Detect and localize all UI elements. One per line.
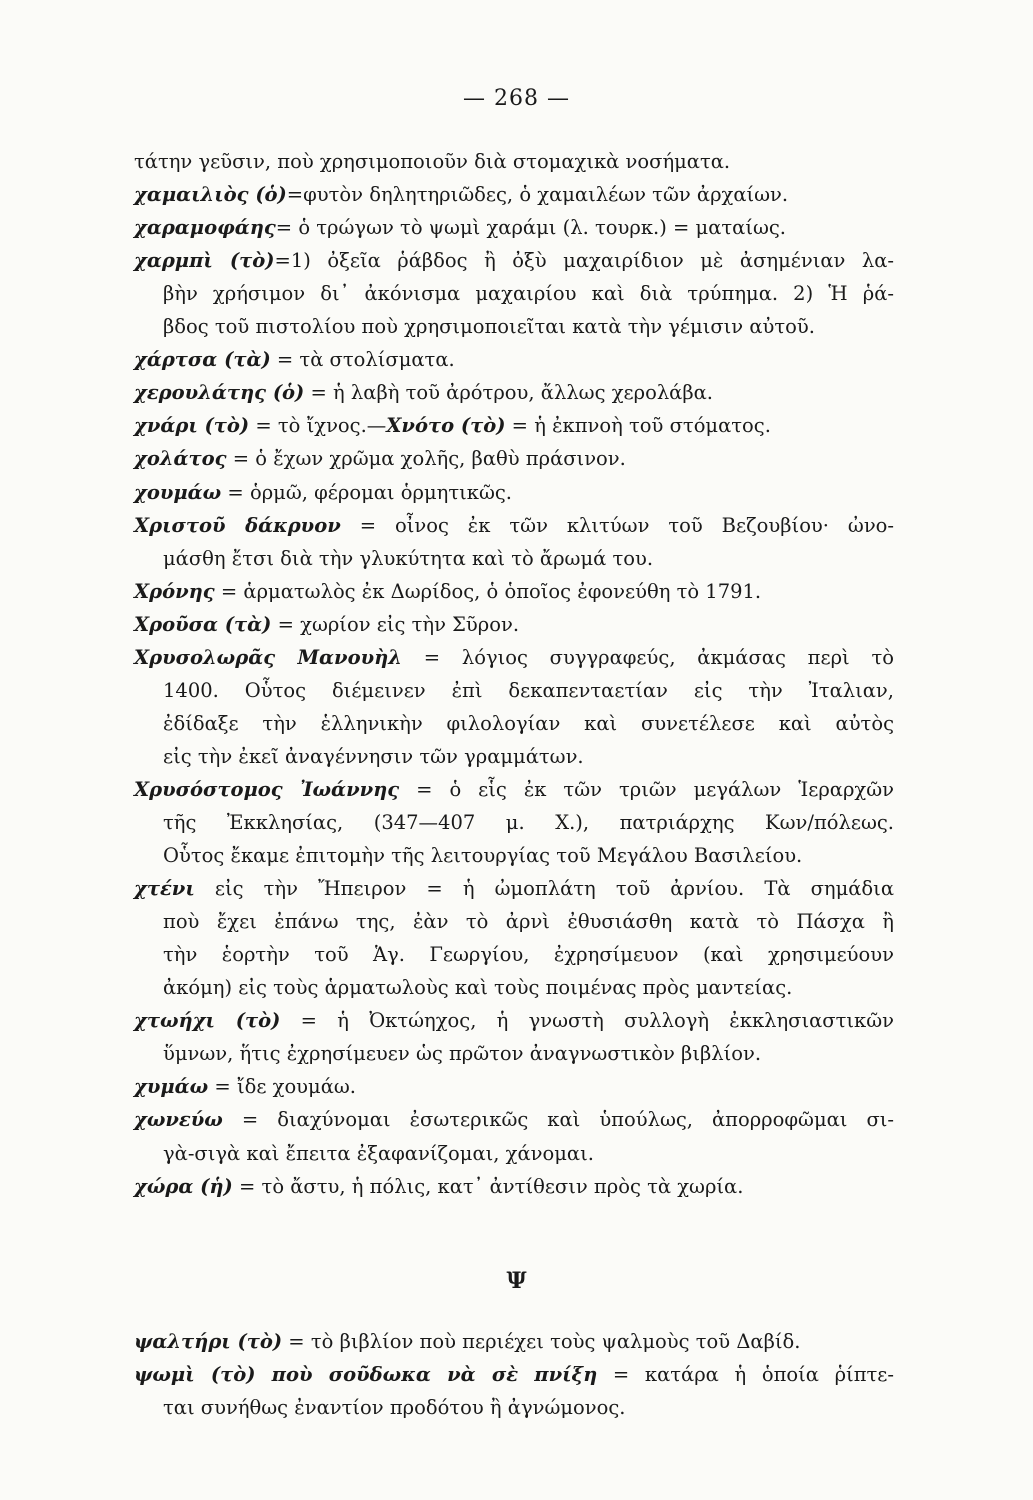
text-line (134, 512, 894, 540)
text-line (134, 1173, 894, 1201)
definition-text: = ἁρματωλὸς ἐκ Δωρίδος, ὁ ὁποῖος ἐφονεύθη τὸ 1791. (214, 579, 762, 603)
definition-text: γὰ-σιγὰ καὶ ἔπειτα ἐξαφανίζομαι, χάνομαι. (163, 1141, 594, 1165)
headword: χνάρι (τὸ) (134, 414, 250, 438)
headword: χτωήχι (τὸ) (134, 1009, 281, 1033)
definition-text: εἰς τὴν ἐκεῖ ἀναγέννησιν τῶν γραμμάτων. (163, 744, 584, 768)
text-line (134, 1361, 894, 1389)
definition-text: βδος τοῦ πιστολίου ποὺ χρησιμοποιεῖται κατὰ τὴν γέμισιν αὐτοῦ. (163, 315, 815, 339)
text-line (163, 743, 894, 771)
headword: χώρα (ἡ) (134, 1174, 233, 1198)
definition-text: τὴν ἑορτὴν τοῦ Ἁγ. Γεωργίου, ἐχρησίμευον (καὶ χρησιμεύουν (163, 943, 894, 967)
definition-text: = χωρίον εἰς τὴν Σῦρον. (271, 612, 520, 636)
text-line (163, 1394, 894, 1422)
headword: Χριστοῦ δάκρυον (134, 513, 341, 537)
definition-text: = τὸ ἄστυ, ἡ πόλις, κατ᾽ ἀντίθεσιν πρὸς τὰ χωρία. (232, 1174, 744, 1198)
definition-text: =1) ὀξεῖα ῥάβδος ἢ ὀξὺ μαχαιρίδιον μὲ ἀσημένιαν λα- (274, 249, 895, 273)
headword: Χροῦσα (τὰ) (134, 612, 272, 636)
text-line (134, 379, 894, 407)
definition-text: ἀκόμη) εἰς τοὺς ἁρματωλοὺς καὶ τοὺς ποιμένας πρὸς μαντείας. (163, 976, 793, 1000)
headword: χάρτσα (τὰ) (134, 348, 271, 372)
text-line (163, 677, 894, 705)
text-line (163, 809, 894, 837)
definition-text: = ἡ ἐκπνοὴ τοῦ στόματος. (505, 414, 771, 438)
text-line (134, 875, 894, 903)
text-line (134, 247, 894, 275)
definition-text: = κατάρα ἡ ὁποία ῥίπτε- (597, 1363, 894, 1387)
headword: χυμάω (134, 1075, 209, 1099)
headword: ψαλτήρι (τὸ) (134, 1330, 283, 1353)
text-line (163, 313, 894, 341)
headword: χαρμπὶ (τὸ) (134, 249, 275, 273)
definition-text: = τὸ βιβλίον ποὺ περιέχει τοὺς ψαλμοὺς τοῦ Δαβίδ. (282, 1330, 801, 1353)
text-line (163, 1140, 894, 1168)
text-line (134, 181, 894, 209)
text-line (134, 1007, 894, 1035)
headword: χολάτος (134, 447, 227, 471)
headword: χωνεύω (134, 1108, 223, 1132)
definition-text: ποὺ ἔχει ἐπάνω της, ἐὰν τὸ ἀρνὶ ἐθυσιάσθη κατὰ τὸ Πάσχα ἢ (163, 910, 894, 934)
definition-text: ἐδίδαξε τὴν ἑλληνικὴν φιλολογίαν καὶ συνετέλεσε καὶ αὐτὸς (163, 711, 894, 735)
text-line (134, 776, 894, 804)
headword: χαραμοφάης (134, 216, 276, 240)
definition-text: Οὗτος ἔκαμε ἐπιτομὴν τῆς λειτουργίας τοῦ Μεγάλου Βασιλείου. (163, 844, 803, 868)
text-line (163, 974, 894, 1002)
definition-text: = ὁρμῶ, φέρομαι ὁρμητικῶς. (221, 480, 512, 504)
text-line (134, 346, 894, 374)
definition-text: ὕμνων, ἥτις ἐχρησίμευεν ὡς πρῶτον ἀναγνωστικὸν βιβλίον. (163, 1042, 762, 1066)
headword: Χρυσολωρᾶς Μανουὴλ (134, 645, 402, 669)
headword: χερουλάτης (ὁ) (134, 381, 305, 405)
definition-text: = οἶνος ἐκ τῶν κλιτύων τοῦ Βεζουβίου· ὠνο- (340, 513, 894, 537)
definition-text: = ὁ τρώγων τὸ ψωμὶ χαράμι (λ. τουρκ.) = ματαίως. (275, 216, 787, 240)
headword: Χνότο (τὸ) (386, 414, 506, 438)
page-number: — 268 — (463, 86, 570, 111)
text-line (163, 941, 894, 969)
text-line (134, 611, 894, 639)
definition-text: εἰς τὴν Ἤπειρον = ἡ ὠμοπλάτη τοῦ ἀρνίου. Τὰ σημάδια (194, 877, 894, 901)
definition-text: = τὰ στολίσματα. (270, 348, 455, 372)
definition-text: = ὁ ἔχων χρῶμα χολῆς, βαθὺ πράσινον. (226, 447, 626, 471)
text-line (163, 842, 894, 870)
definition-text: ται συνήθως ἐναντίον προδότου ἢ ἀγνώμονος. (163, 1396, 626, 1420)
headword: Χρυσόστομος Ἰωάννης (134, 777, 400, 801)
definition-text: τάτην γεῦσιν, ποὺ χρησιμοποιοῦν διὰ στομαχικὰ νοσήματα. (134, 150, 731, 173)
definition-text: = τὸ ἴχνος.— (249, 414, 387, 438)
headword: Χρόνης (134, 579, 215, 603)
definition-text: = ἡ λαβὴ τοῦ ἀρότρου, ἄλλως χερολάβα. (304, 381, 713, 405)
section-letter-psi: Ψ (506, 1268, 527, 1294)
definition-text: 1400. Οὗτος διέμεινεν ἐπὶ δεκαπενταετίαν εἰς τὴν Ἰταλιαν, (163, 678, 894, 702)
definition-text: τῆς Ἐκκλησίας, (347—407 μ. Χ.), πατριάρχης Κων/πόλεως. (163, 811, 894, 834)
headword: χουμάω (134, 480, 222, 504)
definition-text: =φυτὸν δηλητηριῶδες, ὁ χαμαιλέων τῶν ἀρχαίων. (286, 183, 789, 207)
text-line (134, 1106, 894, 1134)
text-line (134, 1073, 894, 1101)
headword: ψωμὶ (τὸ) ποὺ σοῦδωκα νὰ σὲ πνίξη (134, 1363, 598, 1387)
definition-text: = ἡ Ὀκτώηχος, ἡ γνωστὴ συλλογὴ ἐκκλησιαστικῶν (280, 1009, 894, 1033)
headword: χτένι (134, 877, 195, 901)
text-line (163, 1040, 894, 1068)
text-line (163, 545, 894, 573)
definition-text: βὴν χρήσιμον δι᾽ ἀκόνισμα μαχαιρίου καὶ διὰ τρύπημα. 2) Ἡ ῥά- (163, 282, 894, 306)
text-line (134, 644, 894, 672)
text-line (134, 1328, 894, 1356)
text-line (163, 280, 894, 308)
text-line (163, 710, 894, 738)
headword: χαμαιλιὸς (ὁ) (134, 183, 287, 207)
definition-text: = λόγιος συγγραφεύς, ἀκμάσας περὶ τὸ (401, 645, 894, 669)
definition-text: = ἴδε χουμάω. (208, 1075, 356, 1099)
text-line (134, 148, 894, 176)
text-line (134, 445, 894, 473)
definition-text: = διαχύνομαι ἐσωτερικῶς καὶ ὑπούλως, ἀπορροφῶμαι σι- (222, 1108, 894, 1132)
text-line (134, 412, 894, 440)
text-line (134, 578, 894, 606)
definition-text: = ὁ εἷς ἐκ τῶν τριῶν μεγάλων Ἱεραρχῶν (399, 777, 895, 801)
text-line (134, 214, 894, 242)
text-line (134, 479, 894, 507)
definition-text: μάσθη ἔτσι διὰ τὴν γλυκύτητα καὶ τὸ ἄρωμά του. (163, 546, 654, 570)
text-line (163, 908, 894, 936)
